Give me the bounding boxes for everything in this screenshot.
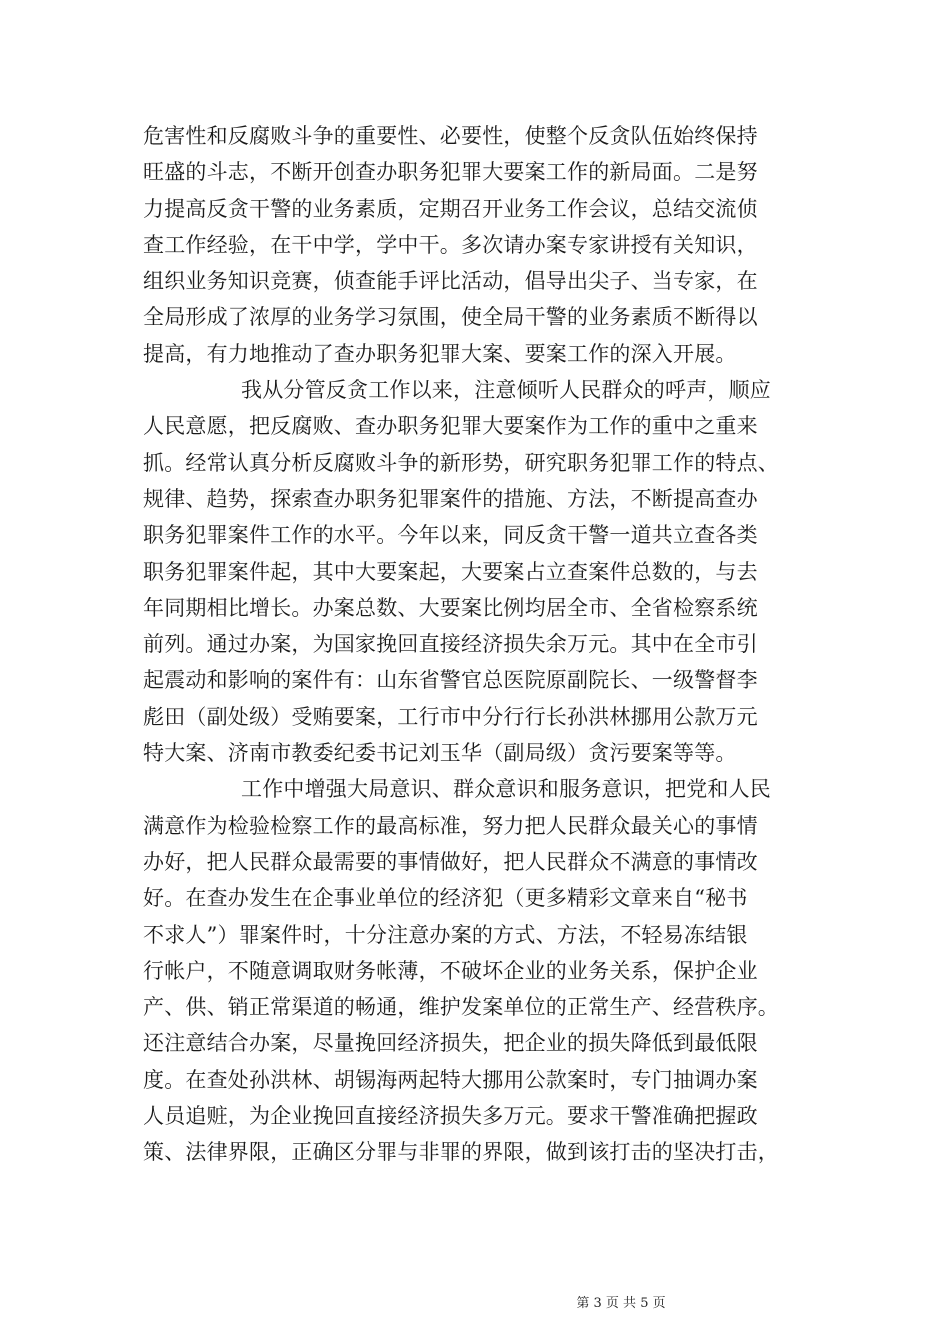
- text-line: 组织业务知识竞赛，侦查能手评比活动，倡导出尖子、当专家，在: [143, 269, 758, 294]
- text-line: 特大案、济南市教委纪委书记刘玉华（副局级）贪污要案等等。: [143, 741, 737, 766]
- text-line: 人民意愿，把反腐败、查办职务犯罪大要案作为工作的重中之重来: [143, 414, 758, 439]
- text-line: 查工作经验，在干中学，学中干。多次请办案专家讲授有关知识，: [143, 232, 758, 257]
- page-footer: [0, 1292, 950, 1311]
- text-line: 抓。经常认真分析反腐败斗争的新形势，研究职务犯罪工作的特点、: [143, 450, 779, 475]
- text-line: 人员追赃，为企业挽回直接经济损失多万元。要求干警准确把握政: [143, 1104, 758, 1129]
- text-line: 度。在查处孙洪林、胡锡海两起特大挪用公款案时，专门抽调办案: [143, 1067, 758, 1092]
- text-line: 规律、趋势，探索查办职务犯罪案件的措施、方法，不断提高查办: [143, 486, 758, 511]
- text-line: 满意作为检验检察工作的最高标准，努力把人民群众最关心的事情: [143, 813, 758, 838]
- text-line: 职务犯罪案件起，其中大要案起，大要案占立查案件总数的，与去: [143, 559, 758, 584]
- paragraph-start-line: 我从分管反贪工作以来，注意倾听人民群众的呼声，顺应: [241, 378, 771, 403]
- page-number: 第 3 页 共 5 页: [576, 1296, 666, 1311]
- text-line: 办好，把人民群众最需要的事情做好，把人民群众不满意的事情改: [143, 849, 758, 874]
- text-line: 旺盛的斗志，不断开创查办职务犯罪大要案工作的新局面。二是努: [143, 160, 758, 185]
- text-line: 产、供、销正常渠道的畅通，维护发案单位的正常生产、经营秩序。: [143, 995, 779, 1020]
- text-line: 还注意结合办案，尽量挽回经济损失，把企业的损失降低到最低限: [143, 1031, 758, 1056]
- text-line: 行帐户，不随意调取财务帐薄，不破坏企业的业务关系，保护企业: [143, 958, 758, 983]
- text-line: 起震动和影响的案件有：山东省警官总医院原副院长、一级警督李: [143, 668, 758, 693]
- body-text: [143, 118, 815, 1171]
- text-line: 好。在查办发生在企事业单位的经济犯（更多精彩文章来自“秘书: [143, 886, 748, 911]
- text-line: 年同期相比增长。办案总数、大要案比例均居全市、全省检察系统: [143, 595, 758, 620]
- text-line: 策、法律界限，正确区分罪与非罪的界限，做到该打击的坚决打击，: [143, 1140, 779, 1165]
- text-line: 提高，有力地推动了查办职务犯罪大案、要案工作的深入开展。: [143, 341, 737, 366]
- text-line: 力提高反贪干警的业务素质，定期召开业务工作会议，总结交流侦: [143, 196, 758, 221]
- text-line: 全局形成了浓厚的业务学习氛围，使全局干警的业务素质不断得以: [143, 305, 758, 330]
- text-line: 职务犯罪案件工作的水平。今年以来，同反贪干警一道共立查各类: [143, 523, 758, 548]
- text-line: 彪田（副处级）受贿要案，工行市中分行行长孙洪林挪用公款万元: [143, 704, 758, 729]
- paragraph-start-line: 工作中增强大局意识、群众意识和服务意识，把党和人民: [241, 777, 771, 802]
- text-line: 危害性和反腐败斗争的重要性、必要性，使整个反贪队伍始终保持: [143, 124, 758, 148]
- text-line: 不求人”）罪案件时，十分注意办案的方式、方法，不轻易冻结银: [143, 922, 748, 947]
- text-line: 前列。通过办案，为国家挽回直接经济损失余万元。其中在全市引: [143, 632, 758, 657]
